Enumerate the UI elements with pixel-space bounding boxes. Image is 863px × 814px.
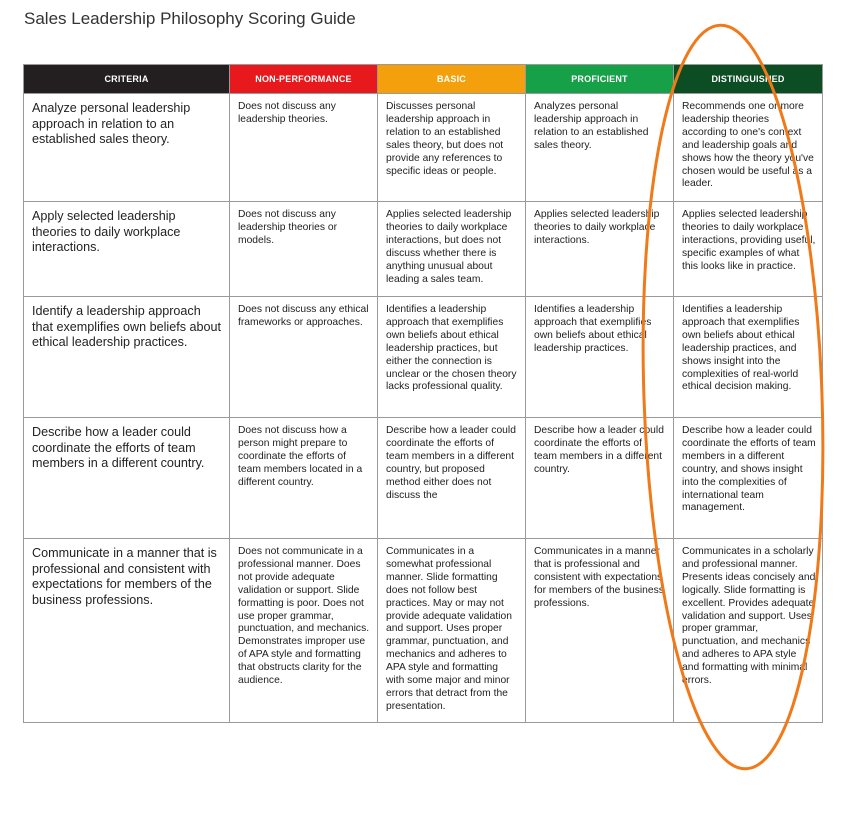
rubric-header-row	[24, 65, 823, 94]
header-distinguished: DISTINGUISHED	[674, 65, 823, 94]
table-row	[24, 297, 823, 418]
basic-cell: Identifies a leadership approach that exemplifies own beliefs about ethical leadership practices, but either the connection is unclear or the chosen theory lacks professional quality.	[378, 297, 526, 418]
proficient-cell: Applies selected leadership theories to daily workplace interactions.	[526, 202, 674, 297]
basic-cell: Discusses personal leadership approach in relation to an established sales theory, but does not provide any references to specific ideas or people.	[378, 94, 526, 202]
distinguished-cell: Describe how a leader could coordinate the efforts of team members in a different country, and shows insight into the complexities of international team management.	[674, 418, 823, 539]
non-performance-cell: Does not discuss any leadership theories.	[230, 94, 378, 202]
criteria-cell: Identify a leadership approach that exemplifies own beliefs about ethical leadership practices.	[24, 297, 230, 418]
criteria-cell: Communicate in a manner that is professional and consistent with expectations for members of the business professions.	[24, 539, 230, 723]
basic-cell: Communicates in a somewhat professional manner. Slide formatting does not follow best practices. May or may not provide adequate validation and support. Uses proper grammar, punctuation, and mechanics and adheres to APA style and formatting with some major and minor errors that detract from the presentation.	[378, 539, 526, 723]
distinguished-cell: Applies selected leadership theories to daily workplace interactions, providing useful, specific examples of what this looks like in practice.	[674, 202, 823, 297]
scoring-rubric-table	[23, 64, 823, 723]
non-performance-cell: Does not communicate in a professional manner. Does not provide adequate validation or support. Slide formatting is poor. Does not use proper grammar, punctuation, and mechanics. Demonstrates improper use of APA style and formatting that obstructs clarity for the audience.	[230, 539, 378, 723]
table-row	[24, 418, 823, 539]
distinguished-cell: Identifies a leadership approach that exemplifies own beliefs about ethical leadership practices, and shows insight into the complexities of real-world ethical decision making.	[674, 297, 823, 418]
non-performance-cell: Does not discuss how a person might prepare to coordinate the efforts of team members located in a different country.	[230, 418, 378, 539]
proficient-cell: Communicates in a manner that is professional and consistent with expectations for members of the business professions.	[526, 539, 674, 723]
non-performance-cell: Does not discuss any leadership theories or models.	[230, 202, 378, 297]
basic-cell: Applies selected leadership theories to daily workplace interactions, but does not discuss whether there is anything unusual about leading a sales team.	[378, 202, 526, 297]
table-row	[24, 539, 823, 723]
header-non-performance: NON-PERFORMANCE	[230, 65, 378, 94]
criteria-cell: Analyze personal leadership approach in relation to an established sales theory.	[24, 94, 230, 202]
non-performance-cell: Does not discuss any ethical frameworks or approaches.	[230, 297, 378, 418]
criteria-cell: Describe how a leader could coordinate the efforts of team members in a different country.	[24, 418, 230, 539]
header-basic: BASIC	[378, 65, 526, 94]
header-proficient: PROFICIENT	[526, 65, 674, 94]
proficient-cell: Identifies a leadership approach that exemplifies own beliefs about ethical leadership practices.	[526, 297, 674, 418]
table-row	[24, 94, 823, 202]
proficient-cell: Describe how a leader could coordinate the efforts of team members in a different country.	[526, 418, 674, 539]
basic-cell: Describe how a leader could coordinate the efforts of team members in a different country, but proposed method either does not discuss the	[378, 418, 526, 539]
distinguished-cell: Communicates in a scholarly and professional manner. Presents ideas concisely and logically. Slide formatting is excellent. Provides adequate validation and support. Uses proper grammar, punctuation, and mechanics and adheres to APA style and formatting with minimal errors.	[674, 539, 823, 723]
criteria-cell: Apply selected leadership theories to daily workplace interactions.	[24, 202, 230, 297]
header-criteria: CRITERIA	[24, 65, 230, 94]
distinguished-cell: Recommends one or more leadership theories according to one's context and leadership goals and shows how the theory you've chosen would be useful as a leader.	[674, 94, 823, 202]
proficient-cell: Analyzes personal leadership approach in relation to an established sales theory.	[526, 94, 674, 202]
page-title: Sales Leadership Philosophy Scoring Guide	[24, 9, 356, 28]
table-row	[24, 202, 823, 297]
